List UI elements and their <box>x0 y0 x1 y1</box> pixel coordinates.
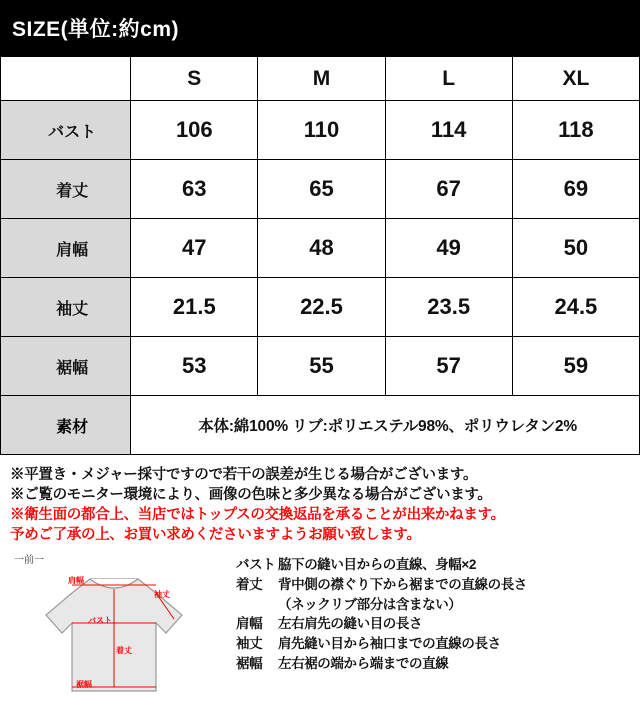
cell-shoulder-s: 47 <box>131 219 258 278</box>
definition-length <box>236 575 632 594</box>
row-label-bust: バスト <box>1 101 131 160</box>
cell-hem-xl: 59 <box>512 337 639 396</box>
definition-term-sleeve: 袖丈 <box>236 636 263 651</box>
table-row <box>1 278 640 337</box>
cell-bust-m: 110 <box>258 101 385 160</box>
row-label-shoulder: 肩幅 <box>1 219 131 278</box>
table-row <box>1 219 640 278</box>
cell-sleeve-s: 21.5 <box>131 278 258 337</box>
cell-sleeve-xl: 24.5 <box>512 278 639 337</box>
cell-shoulder-xl: 50 <box>512 219 639 278</box>
figure-label-bust: バスト <box>88 616 112 625</box>
definition-shoulder <box>236 614 632 633</box>
column-header-l: L <box>385 57 512 101</box>
cell-length-xl: 69 <box>512 160 639 219</box>
page-title-text: SIZE(単位:約cm) <box>12 18 180 41</box>
table-row <box>1 101 640 160</box>
cell-length-s: 63 <box>131 160 258 219</box>
definition-bust <box>236 555 632 574</box>
definition-term-bust: バスト <box>236 557 276 572</box>
notes-block <box>0 455 640 545</box>
definition-desc-length: 背中側の襟ぐり下から裾までの直線の長さ <box>278 577 527 592</box>
column-header-m: M <box>258 57 385 101</box>
figure-label-shoulder: 肩幅 <box>68 576 84 585</box>
cell-shoulder-l: 49 <box>385 219 512 278</box>
page-title <box>0 0 640 56</box>
definition-desc-hem: 左右裾の端から端までの直線 <box>278 656 449 671</box>
cell-hem-l: 57 <box>385 337 512 396</box>
cell-hem-m: 55 <box>258 337 385 396</box>
table-row <box>1 337 640 396</box>
cell-sleeve-l: 23.5 <box>385 278 512 337</box>
column-header-s: S <box>131 57 258 101</box>
definition-hem <box>236 654 632 673</box>
note-measurement: ※平置き・メジャー採寸ですので若干の誤差が生じる場合がございます。 <box>10 467 478 483</box>
material-row <box>1 396 640 455</box>
cell-hem-s: 53 <box>131 337 258 396</box>
cell-length-m: 65 <box>258 160 385 219</box>
tshirt-diagram <box>14 551 232 699</box>
figure-label-hem: 裾幅 <box>76 680 92 689</box>
row-label-material: 素材 <box>1 396 131 455</box>
row-label-length: 着丈 <box>1 160 131 219</box>
size-table <box>0 56 640 455</box>
tshirt-figure-box <box>14 567 214 699</box>
figure-label-sleeve: 袖丈 <box>154 590 170 599</box>
cell-sleeve-m: 22.5 <box>258 278 385 337</box>
definition-desc-sleeve: 肩先縫い目から袖口までの直線の長さ <box>278 636 501 651</box>
cell-bust-s: 106 <box>131 101 258 160</box>
cell-bust-l: 114 <box>385 101 512 160</box>
material-value: 本体:綿100% リブ:ポリエステル98%、ポリウレタン2% <box>131 396 640 455</box>
definition-desc-shoulder: 左右肩先の縫い目の長さ <box>278 616 423 631</box>
note-return-policy-cont: 予めご了承の上、お買い求めくださいますようお願い致します。 <box>10 527 421 543</box>
note-return-policy: ※衛生面の都合上、当店ではトップスの交換返品を承ることが出来かねます。 <box>10 507 505 523</box>
definition-desc-bust: 脇下の縫い目からの直線、身幅×2 <box>278 557 476 572</box>
bottom-section <box>0 545 640 699</box>
figure-label-length: 着丈 <box>116 646 132 655</box>
note-monitor-color: ※ご覧のモニター環境により、画像の色味と多少異なる場合がございます。 <box>10 487 492 503</box>
column-header-xl: XL <box>512 57 639 101</box>
cell-shoulder-m: 48 <box>258 219 385 278</box>
figure-caption: 一前一 <box>14 555 44 566</box>
cell-length-l: 67 <box>385 160 512 219</box>
table-row <box>1 160 640 219</box>
definition-sub-length: （ネックリブ部分は含まない） <box>278 597 462 612</box>
table-corner-cell <box>1 57 131 101</box>
row-label-sleeve: 袖丈 <box>1 278 131 337</box>
table-header-row <box>1 57 640 101</box>
cell-bust-xl: 118 <box>512 101 639 160</box>
definition-term-shoulder: 肩幅 <box>236 616 263 631</box>
definition-term-length: 着丈 <box>236 577 263 592</box>
definition-sleeve <box>236 634 632 653</box>
definitions-list <box>232 551 632 699</box>
row-label-hem: 裾幅 <box>1 337 131 396</box>
tshirt-icon <box>14 567 214 699</box>
definition-term-hem: 裾幅 <box>236 656 263 671</box>
